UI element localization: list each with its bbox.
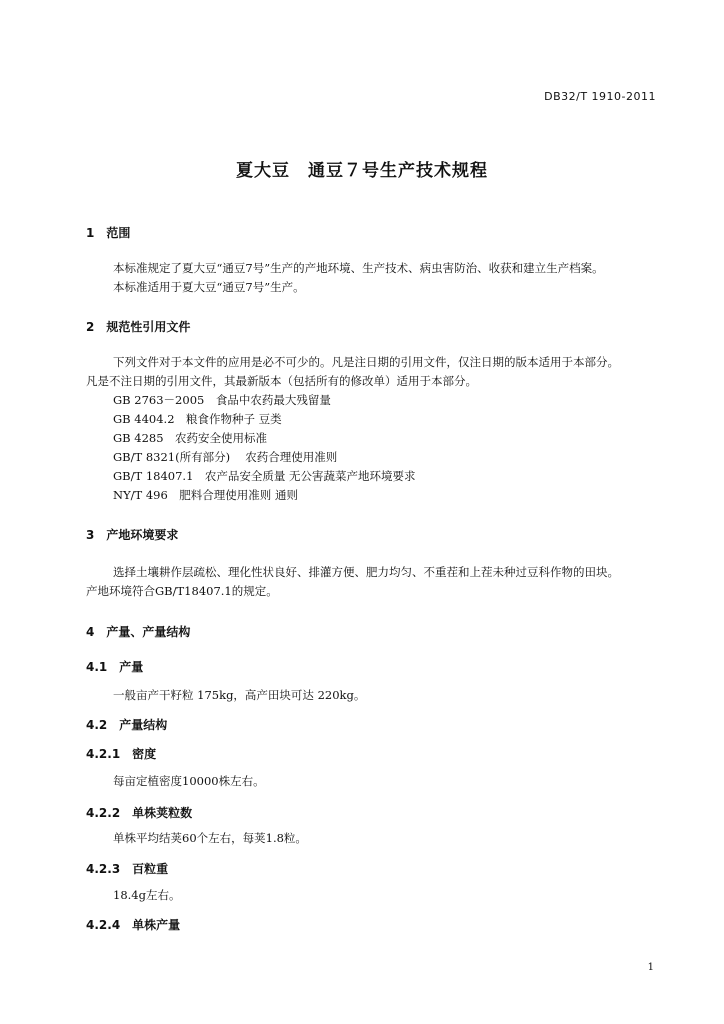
section-number: 4.2 <box>86 718 108 732</box>
section-title: 单株产量 <box>132 918 181 932</box>
section-4-2-3-heading <box>86 860 168 877</box>
section-4-2-4-heading <box>86 916 180 933</box>
reference-item: GB/T 18407.1 农产品安全质量 无公害蔬菜产地环境要求 <box>113 469 416 483</box>
section-title: 规范性引用文件 <box>106 320 191 334</box>
section-title: 产量结构 <box>119 718 168 732</box>
section-3-heading <box>86 526 178 543</box>
paragraph: 单株平均结荚60个左右，每荚1.8粒。 <box>113 831 307 845</box>
paragraph: 凡是不注日期的引用文件，其最新版本（包括所有的修改单）适用于本部分。 <box>86 374 477 388</box>
section-1-heading <box>86 224 130 241</box>
section-4-2-1-heading <box>86 745 156 762</box>
section-number: 4.2.2 <box>86 806 121 820</box>
paragraph: 选择土壤耕作层疏松、理化性状良好、排灌方便、肥力均匀、不重茬和上茬未种过豆科作物的田块。 <box>113 565 619 579</box>
paragraph: 产地环境符合GB/T18407.1的规定。 <box>86 584 278 598</box>
document-code: DB32/T 1910-2011 <box>544 90 656 103</box>
page-number: 1 <box>647 962 654 973</box>
section-title: 范围 <box>106 226 131 240</box>
section-title: 产量、产量结构 <box>106 625 191 639</box>
paragraph: 18.4g左右。 <box>113 888 181 902</box>
section-number: 4.2.3 <box>86 862 121 876</box>
reference-item: GB/T 8321(所有部分) 农药合理使用准则 <box>113 450 338 464</box>
section-4-2-heading <box>86 716 167 733</box>
section-number: 4.1 <box>86 660 108 674</box>
paragraph: 本标准规定了夏大豆“通豆7号”生产的产地环境、生产技术、病虫害防治、收获和建立生产档案。 <box>113 261 604 275</box>
paragraph: 下列文件对于本文件的应用是必不可少的。凡是注日期的引用文件，仅注日期的版本适用于本部分。 <box>113 355 619 369</box>
section-title: 百粒重 <box>132 862 169 876</box>
reference-item: GB 2763－2005 食品中农药最大残留量 <box>113 393 331 407</box>
section-title: 单株荚粒数 <box>132 806 193 820</box>
section-2-heading <box>86 318 190 335</box>
section-4-1-heading <box>86 658 143 675</box>
reference-item: GB 4404.2 粮食作物种子 豆类 <box>113 412 282 426</box>
section-number: 3 <box>86 528 95 542</box>
section-number: 4 <box>86 625 95 639</box>
reference-item: GB 4285 农药安全使用标准 <box>113 431 268 445</box>
section-title: 产量 <box>119 660 144 674</box>
reference-item: NY/T 496 肥料合理使用准则 通则 <box>113 488 298 502</box>
section-title: 密度 <box>132 747 157 761</box>
section-number: 1 <box>86 226 95 240</box>
section-4-2-2-heading <box>86 804 192 821</box>
section-number: 2 <box>86 320 95 334</box>
paragraph: 每亩定植密度10000株左右。 <box>113 774 265 788</box>
paragraph: 一般亩产干籽粒 175kg，高产田块可达 220kg。 <box>113 688 366 702</box>
section-4-heading <box>86 623 190 640</box>
section-title: 产地环境要求 <box>106 528 179 542</box>
paragraph: 本标准适用于夏大豆“通豆7号”生产。 <box>113 280 305 294</box>
section-number: 4.2.4 <box>86 918 121 932</box>
section-number: 4.2.1 <box>86 747 121 761</box>
document-title: 夏大豆 通豆７号生产技术规程 <box>236 161 488 181</box>
